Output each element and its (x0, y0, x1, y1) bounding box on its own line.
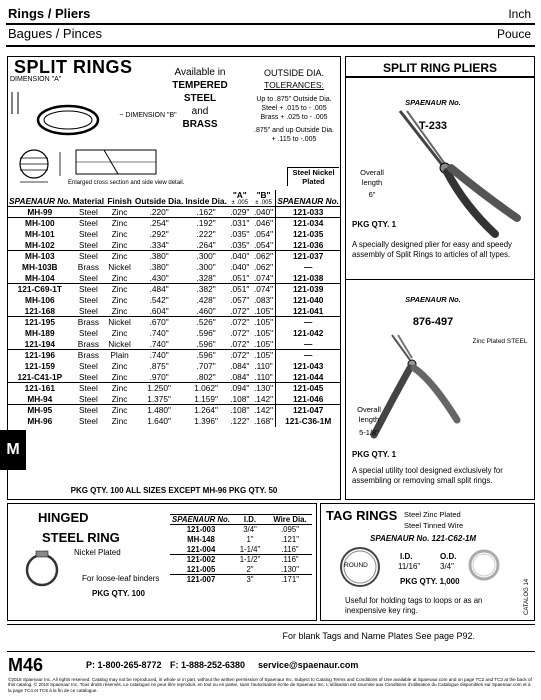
table-row (8, 317, 340, 328)
table-cell: Brass (77, 262, 99, 272)
table-cell: Steel (72, 405, 106, 416)
table-cell: Nickel (105, 317, 134, 328)
table-cell: — (276, 339, 340, 350)
table-cell: .970" (149, 371, 169, 382)
table-cell: Zinc (111, 305, 128, 316)
table-row (170, 565, 312, 575)
split-rings-table (8, 190, 340, 427)
table-row (8, 251, 340, 262)
table-cell: .484" (134, 284, 184, 295)
tag-id-value: 11/16" (398, 562, 421, 571)
table-cell: .300" (184, 251, 228, 262)
table-cell: .875" (149, 361, 169, 371)
col-material: Material (72, 190, 106, 207)
table-cell: .116" (281, 544, 299, 554)
table-cell: 121-004 (186, 544, 216, 554)
table-cell: 121-044 (276, 372, 340, 383)
table-cell: Plain (105, 350, 134, 361)
table-cell: Steel (78, 328, 98, 338)
table-cell: .460" (196, 305, 216, 316)
tol-line: + .115 to -.005 (271, 136, 317, 143)
table-cell: .222" (196, 229, 216, 239)
table-cell: Zinc (105, 218, 134, 229)
table-cell: .220" (149, 207, 169, 217)
table-cell: 121-045 (276, 383, 340, 394)
table-cell: .094" (228, 383, 252, 394)
hinged-col-wire: Wire Dia. (268, 515, 312, 525)
table-cell: .110" (254, 371, 273, 382)
table-cell: 1.062" (184, 383, 228, 394)
table-cell: .062" (253, 262, 274, 272)
table-cell: Steel (78, 295, 98, 305)
header-rule-2 (6, 45, 535, 47)
table-cell: 121-003 (186, 525, 216, 535)
table-cell: MH-103B (22, 262, 58, 272)
table-row (170, 575, 312, 585)
available-line-1: Available in (174, 67, 226, 78)
table-cell: MH-189 (25, 328, 55, 338)
pliers1-length-label: Overall length (360, 168, 384, 187)
table-cell: .334" (149, 239, 169, 250)
table-cell: .264" (196, 239, 216, 250)
table-cell: .095" (281, 525, 299, 535)
hinged-header-row (170, 515, 312, 525)
col-outside: Outside Dia. (134, 190, 184, 207)
table-cell: MH-100 (8, 218, 72, 229)
table-cell: .740" (134, 350, 184, 361)
table-cell: Zinc (111, 295, 128, 305)
hinged-ring-image (18, 550, 68, 590)
table-cell: Zinc (111, 328, 128, 338)
table-cell: Steel (72, 284, 106, 295)
table-cell: .168" (253, 416, 274, 426)
table-row (170, 545, 312, 555)
table-cell: 3" (232, 575, 268, 585)
tag-spaenaur: SPAENAUR No. 121-C62-1M (370, 534, 477, 543)
table-cell: .105" (253, 328, 274, 338)
tolerance-block-2 (250, 126, 338, 144)
table-row (8, 207, 340, 218)
page-title-fr: Bagues / Pinces (8, 26, 102, 41)
footer-email[interactable]: service@spaenaur.com (258, 660, 359, 670)
table-cell: .040" (228, 251, 252, 262)
table-cell: .072" (230, 305, 250, 316)
table-cell: 121-002 (170, 555, 232, 565)
table-cell: .740" (149, 328, 169, 338)
table-cell: 3/4" (243, 525, 257, 535)
footer-phone: P: 1-800-265-8772 (86, 660, 162, 670)
table-cell: 121-C69-1T (8, 284, 72, 295)
table-cell: Steel (72, 383, 106, 394)
table-cell: .254" (134, 218, 184, 229)
table-cell: Zinc (111, 207, 128, 217)
table-cell: .142" (252, 405, 276, 416)
table-row (8, 405, 340, 416)
table-cell: .130" (252, 383, 276, 394)
unit-label-fr: Pouce (496, 27, 531, 41)
table-cell: .130" (281, 564, 299, 574)
pliers1-length: 6" (368, 190, 376, 199)
hinged-pkg: PKG QTY. 100 (92, 589, 145, 598)
table-cell: — (276, 350, 340, 361)
table-cell: .110" (254, 361, 273, 371)
table-cell: Brass (77, 338, 99, 349)
table-cell: .062" (252, 251, 276, 262)
hinged-table (170, 514, 312, 585)
table-cell: MH-102 (25, 239, 55, 250)
tag-title: TAG RINGS (326, 508, 398, 523)
col-spaenaur: SPAENAUR No. (8, 190, 72, 207)
table-cell: .084" (230, 371, 250, 382)
outside-dia-title: OUTSIDE DIA. (263, 68, 324, 78)
table-cell: Steel (78, 305, 98, 316)
table-cell: .380" (149, 262, 169, 272)
table-cell: .072" (230, 328, 250, 338)
table-cell: .029" (230, 207, 250, 217)
table-cell: MH-103 (8, 251, 72, 262)
table-cell: .300" (196, 262, 216, 272)
table-cell: .526" (184, 317, 228, 328)
section-tab: M (0, 430, 26, 470)
col-a-tol: ± .005 (231, 200, 249, 206)
pliers2-length: 5-1/8" (359, 428, 379, 437)
table-header-row (8, 190, 340, 207)
table-cell: 1-1/2" (232, 555, 268, 565)
table-cell: MH-95 (8, 405, 72, 416)
table-cell: .670" (134, 317, 184, 328)
table-cell: 121-040 (276, 295, 340, 306)
table-cell: 121-037 (276, 251, 340, 262)
table-cell: .108" (230, 393, 250, 404)
table-cell: 121-196 (8, 350, 72, 361)
table-cell: .074" (253, 272, 274, 283)
table-cell: 1.375" (147, 393, 171, 404)
table-cell: 2" (246, 564, 254, 574)
table-cell: 121-195 (8, 317, 72, 328)
table-cell: 121-042 (276, 328, 340, 339)
table-cell: Steel (78, 361, 98, 371)
table-cell: Brass (72, 317, 106, 328)
table-cell: Brass (72, 350, 106, 361)
table-cell: 1.640" (147, 416, 171, 426)
col-inside: Inside Dia. (184, 190, 228, 207)
pliers2-description: A special utility tool designed exclusively for assembling or removing small split rings. (352, 466, 503, 485)
pliers2-pkg: PKG QTY. 1 (352, 450, 397, 459)
table-cell: Steel (78, 416, 98, 426)
tag-material-2: Steel Tinned Wire (404, 521, 464, 530)
table-cell: 1.480" (134, 405, 184, 416)
table-row (8, 339, 340, 350)
table-cell: 121-168 (24, 305, 56, 316)
table-cell: 121-007 (170, 575, 232, 585)
blank-tags-note: For blank Tags and Name Plates See page P92. (282, 631, 475, 641)
table-cell: MH-101 (25, 229, 55, 239)
table-cell: .051" (228, 284, 252, 295)
table-cell: .122" (230, 416, 250, 426)
table-cell: .072" (228, 317, 252, 328)
table-cell: .116" (268, 555, 312, 565)
table-cell: .072" (228, 350, 252, 361)
table-cell: .121" (281, 535, 299, 544)
col-b-tol: ± .005 (255, 200, 272, 206)
table-cell: Zinc (105, 251, 134, 262)
table-row (170, 535, 312, 545)
table-row (8, 218, 340, 229)
tag-use: Useful for holding tags to loops or as an inexpensive key ring. (345, 596, 483, 615)
hinged-body (170, 525, 312, 585)
table-cell: .108" (228, 405, 252, 416)
footer-fine-print: ©2018 Spaenaur Inc. All rights reserved. Catalog may not be reproduced, in whole or in part, without the written permission of Spaenaur Inc. Subject to Catalog Terms and Conditions of Use available at Spaenaur.com and on page TC2 and TC3 at the back of this catalog. © 2018 Spaenaur Inc. Tous droits réservés. Le catalogue ne peut être reproduit, en tout ou en partie, sans l'autorisation écrite de Spaenaur Inc. L'utilisation est soumise aux Conditions d'utilisation du Catalogue disponibles sur Spaenaur.com et à la page TC4 et TC5 à la fin de ce catalogue. (8, 677, 532, 693)
table-cell: .083" (253, 295, 274, 305)
table-cell: .382" (184, 284, 228, 295)
table-cell: Zinc (105, 405, 134, 416)
steel-nickel-header: Steel Nickel Plated (287, 167, 339, 186)
pliers1-brand: SPAENAUR No. (405, 98, 461, 107)
table-cell: .054" (253, 239, 274, 250)
split-rings-title: SPLIT RINGS (14, 57, 133, 77)
diagram-caption: Enlarged cross section and side view detail. (68, 180, 185, 186)
tol-line: Steel + .015 to - .005 (261, 105, 327, 112)
pliers2-length-label: Overall length (357, 405, 381, 424)
table-row (8, 328, 340, 339)
table-cell: .596" (184, 350, 228, 361)
footer-fax: F: 1-888-252-6380 (170, 660, 246, 670)
pliers2-number: 876-497 (412, 316, 454, 328)
table-cell: 1.396" (194, 416, 218, 426)
table-cell: Nickel (108, 262, 131, 272)
table-cell: .192" (184, 218, 228, 229)
table-cell: .162" (196, 207, 216, 217)
page-code: M46 (8, 655, 44, 675)
col-b (252, 190, 276, 207)
table-cell: Zinc (111, 393, 128, 404)
table-cell: .057" (230, 295, 250, 305)
table-cell: .105" (252, 317, 276, 328)
table-cell: 121-038 (276, 273, 340, 284)
table-cell: 121-046 (276, 394, 340, 405)
table-row (8, 350, 340, 361)
table-cell: Zinc (111, 229, 128, 239)
hinged-col-id: I.D. (232, 515, 268, 525)
table-row (8, 295, 340, 306)
table-cell: Zinc (111, 272, 128, 283)
dimension-b-label: ~ DIMENSION "B" (119, 112, 177, 119)
table-cell: .142" (253, 393, 274, 404)
available-line-2: TEMPERED (172, 80, 228, 91)
table-cell: .046" (252, 218, 276, 229)
table-cell: 121-C36-1M (276, 416, 340, 427)
table-cell: MH-96 (27, 416, 53, 426)
table-cell: .292" (149, 229, 169, 239)
table-row (8, 273, 340, 284)
table-cell: — (276, 262, 340, 273)
table-cell: Steel (78, 393, 98, 404)
col-a (228, 190, 252, 207)
page-title: Rings / Pliers (8, 6, 91, 21)
catalog-side-label: CATALOG 14 (524, 578, 530, 615)
col-spaenaur-2: SPAENAUR No. (276, 190, 340, 207)
pliers1-pkg: PKG QTY. 1 (352, 220, 397, 229)
table-cell: .040" (253, 207, 274, 217)
table-row (170, 525, 312, 535)
table-row (8, 262, 340, 273)
hinged-col-spaenaur: SPAENAUR No. (170, 515, 232, 525)
table-cell: Steel (78, 371, 98, 382)
hinged-finish: Nickel Plated (74, 548, 121, 557)
table-cell: .084" (230, 361, 250, 371)
table-cell: 121-194 (24, 338, 56, 349)
table-cell: MH-94 (27, 393, 53, 404)
table-cell: .035" (230, 229, 250, 239)
available-line-4: and (191, 106, 209, 117)
tag-od-label: O.D. (440, 552, 457, 561)
tag-pkg: PKG QTY. 1,000 (400, 577, 460, 586)
dimension-a-label: DIMENSION "A" (10, 76, 62, 83)
table-cell: 121-039 (276, 284, 340, 295)
table-cell: Zinc (111, 239, 128, 250)
table-cell: 1" (246, 535, 254, 544)
table-row (170, 555, 312, 565)
table-cell: .074" (252, 284, 276, 295)
table-cell: 121-034 (276, 218, 340, 229)
table-cell: .171" (268, 575, 312, 585)
table-row (8, 229, 340, 240)
table-cell: Zinc (111, 371, 128, 382)
table-cell: .072" (230, 338, 250, 349)
table-cell: .105" (253, 338, 274, 349)
available-line-5: BRASS (182, 119, 218, 130)
table-row (8, 394, 340, 405)
tol-line: Up to .875" Outside Dia. (256, 96, 332, 103)
table-cell: 121-036 (276, 240, 340, 251)
table-cell: .740" (149, 338, 169, 349)
table-row (8, 372, 340, 383)
tag-round-label: ROUND (344, 562, 368, 569)
table-cell: — (276, 317, 340, 328)
pkg-qty-note: PKG QTY. 100 ALL SIZES EXCEPT MH-96 PKG QTY. 50 (70, 486, 278, 495)
table-cell: 121-159 (24, 361, 56, 371)
pliers1-number: T-233 (418, 120, 448, 132)
pliers2-finish: Zinc Plated STEEL (472, 338, 528, 345)
table-row (8, 383, 340, 394)
table-cell: .051" (230, 272, 250, 283)
table-cell: .596" (196, 328, 216, 338)
table-cell: .105" (253, 305, 274, 316)
table-cell: Steel (72, 251, 106, 262)
table-cell: MH-106 (25, 295, 55, 305)
table-cell: Zinc (111, 361, 128, 371)
pliers1-image (395, 106, 525, 241)
tag-ring-photo (465, 548, 503, 582)
table-cell: 1.159" (194, 393, 218, 404)
table-cell: 121-043 (276, 361, 340, 372)
table-cell: .328" (196, 272, 216, 283)
table-cell: .428" (196, 295, 216, 305)
pliers-title-rule (345, 76, 535, 78)
table-cell: 1.264" (184, 405, 228, 416)
hinged-title-2: STEEL RING (42, 530, 120, 545)
table-cell: Steel (72, 218, 106, 229)
table-cell: .105" (252, 350, 276, 361)
col-b-label: "B" (256, 190, 271, 200)
pliers-divider (345, 279, 535, 280)
table-cell: .031" (228, 218, 252, 229)
table-row (8, 416, 340, 427)
table-cell: 1.250" (134, 383, 184, 394)
tol-line: Brass + .025 to - .005 (260, 114, 328, 121)
table-cell: Zinc (105, 383, 134, 394)
table-cell: .604" (149, 305, 169, 316)
table-cell: Nickel (108, 338, 131, 349)
tol-line: .875" and up Outside Dia. (254, 127, 334, 134)
table-cell: MH-148 (187, 535, 215, 544)
table-row (8, 240, 340, 251)
header-rule (6, 23, 535, 25)
pliers-title: SPLIT RING PLIERS (382, 61, 497, 75)
split-rings-body (8, 207, 340, 427)
table-cell: Steel (78, 272, 98, 283)
tag-id-label: I.D. (400, 552, 413, 561)
table-cell: 121-C41-1P (17, 371, 63, 382)
tolerance-block-1 (250, 95, 338, 122)
table-row (8, 284, 340, 295)
hinged-title-1: HINGED (38, 510, 89, 525)
table-cell: 121-041 (276, 306, 340, 317)
table-cell: Steel (78, 229, 98, 239)
table-row (8, 306, 340, 317)
table-cell: MH-104 (25, 272, 55, 283)
table-cell: 1-1/4" (239, 544, 261, 554)
tag-od-value: 3/4" (440, 562, 454, 571)
table-cell: .596" (196, 338, 216, 349)
table-row (8, 361, 340, 372)
table-cell: 121-005 (186, 564, 216, 574)
table-cell: Zinc (105, 284, 134, 295)
table-cell: Zinc (111, 416, 128, 426)
col-finish: Finish (105, 190, 134, 207)
hinged-use: For loose-leaf binders (82, 574, 160, 583)
unit-label: Inch (508, 7, 531, 21)
table-cell: .707" (196, 361, 216, 371)
table-cell: .035" (230, 239, 250, 250)
table-cell: MH-99 (27, 207, 53, 217)
table-cell: Steel (78, 239, 98, 250)
tolerances-label: TOLERANCES: (264, 80, 324, 90)
table-cell: 121-033 (276, 207, 340, 218)
table-cell: .542" (149, 295, 169, 305)
table-cell: .380" (134, 251, 184, 262)
pliers1-description: A specially designed plier for easy and speedy assembly of Split Rings to articles of all types. (352, 240, 512, 259)
table-cell: 121-035 (276, 229, 340, 240)
table-cell: .040" (230, 262, 250, 272)
pliers2-brand: SPAENAUR No. (405, 295, 461, 304)
col-a-label: "A" (232, 190, 247, 200)
table-cell: 121-161 (8, 383, 72, 394)
table-cell: Steel (78, 207, 98, 217)
tag-material-1: Steel Zinc Plated (404, 510, 461, 519)
available-in-block (160, 66, 240, 131)
table-cell: .430" (149, 272, 169, 283)
table-cell: 121-047 (276, 405, 340, 416)
table-cell: .802" (196, 371, 216, 382)
available-line-3: STEEL (183, 93, 217, 104)
table-cell: .054" (253, 229, 274, 239)
